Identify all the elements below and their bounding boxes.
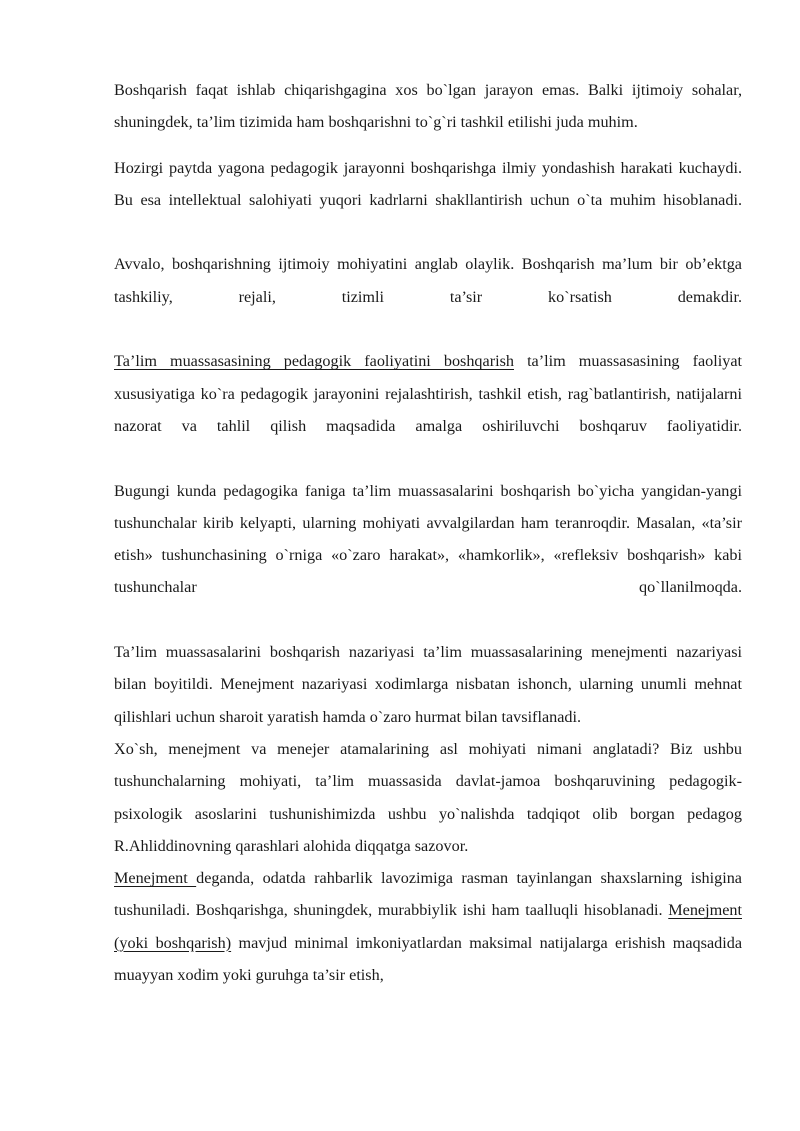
paragraph-7 [114,733,742,862]
underlined-term: Ta’lim muassasasining pedagogik faoliyatini boshqarish [114,352,514,371]
paragraph-1-text: Boshqarish faqat ishlab chiqarishgagina xos bo`lgan jarayon emas. Balki ijtimoiy sohalar, shuningdek, ta’lim tizimida ham boshqarishni to`g`ri tashkil etilishi juda muhim. [114,81,742,132]
paragraph-6 [114,636,742,733]
paragraph-5 [114,475,742,636]
paragraph-1 [114,74,742,139]
paragraph-4 [114,345,742,474]
paragraph-3-text: Avvalo, boshqarishning ijtimoiy mohiyatini anglab olaylik. Boshqarish ma’lum bir ob’ektga tashkiliy, rejali, tizimli ta’sir ko`rsatish demakdir. [114,255,742,306]
paragraph-8-text: deganda, odatda rahbarlik lavozimiga rasman tayinlangan shaxslarning ishigina tushuniladi. Boshqarishga, shuningdek, murabbiylik ishi ham taalluqli hisoblanadi. [114,869,742,920]
paragraph-5-text: Bugungi kunda pedagogika faniga ta’lim muassasalarini boshqarish bo`yicha yangidan-yangi tushunchalar kirib kelyapti, ularning mohiyati avvalgilardan ham teranroqdir. Masalan, «ta’sir etish» tushunchasining o`rniga «o`zaro harakat», «hamkorlik», «refleksiv boshqarish» kabi tushunchalar qo`llanilmoqda. [114,481,742,597]
paragraph-4-text: ta’lim muassasasining faoliyat xususiyatiga ko`ra pedagogik jarayonini rejalashtirish, tashkil etish, rag`batlantirish, natijalarni nazorat va tahlil qilish maqsadida amalga oshiriluvchi boshqaruv faoliyatidir. [114,352,743,435]
paragraph-6-text: Ta’lim muassasalarini boshqarish nazariyasi ta’lim muassasalarining menejmenti nazariyasi bilan boyitildi. Menejment nazariyasi xodimlarga nisbatan ishonch, ularning unumli mehnat qilishlari uchun sharoit yaratish hamda o`zaro hurmat bilan tavsiflanadi. [114,643,742,726]
paragraph-3 [114,248,742,345]
document-body [114,74,742,991]
paragraph-7-text: Xo`sh, menejment va menejer atamalarining asl mohiyati nimani anglatadi? Biz ushbu tushunchalarning mohiyati, ta’lim muassasida davlat-jamoa boshqaruvining pedagogik-psixologik asoslarini tushunishimizda ushbu yo`nalishda tadqiqot olib borgan pedagog R.Ahliddinovning qarashlari alohida diqqatga sazovor. [114,739,742,855]
underlined-term: Menejment [114,869,197,888]
paragraph-8 [114,862,742,991]
paragraph-2 [114,152,742,249]
underlined-term: Menejment (yoki boshqarish) [114,901,742,952]
paragraph-2-text: Hozirgi paytda yagona pedagogik jarayonni boshqarishga ilmiy yondashish harakati kuchaydi. Bu esa intellektual salohiyati yuqori kadrlarni shakllantirish uchun o`ta muhim hisoblanadi. [114,158,742,209]
paragraph-8-text-end: mavjud minimal imkoniyatlardan maksimal natijalarga erishish maqsadida muayyan xodim yoki guruhga ta’sir etish, [114,933,743,985]
